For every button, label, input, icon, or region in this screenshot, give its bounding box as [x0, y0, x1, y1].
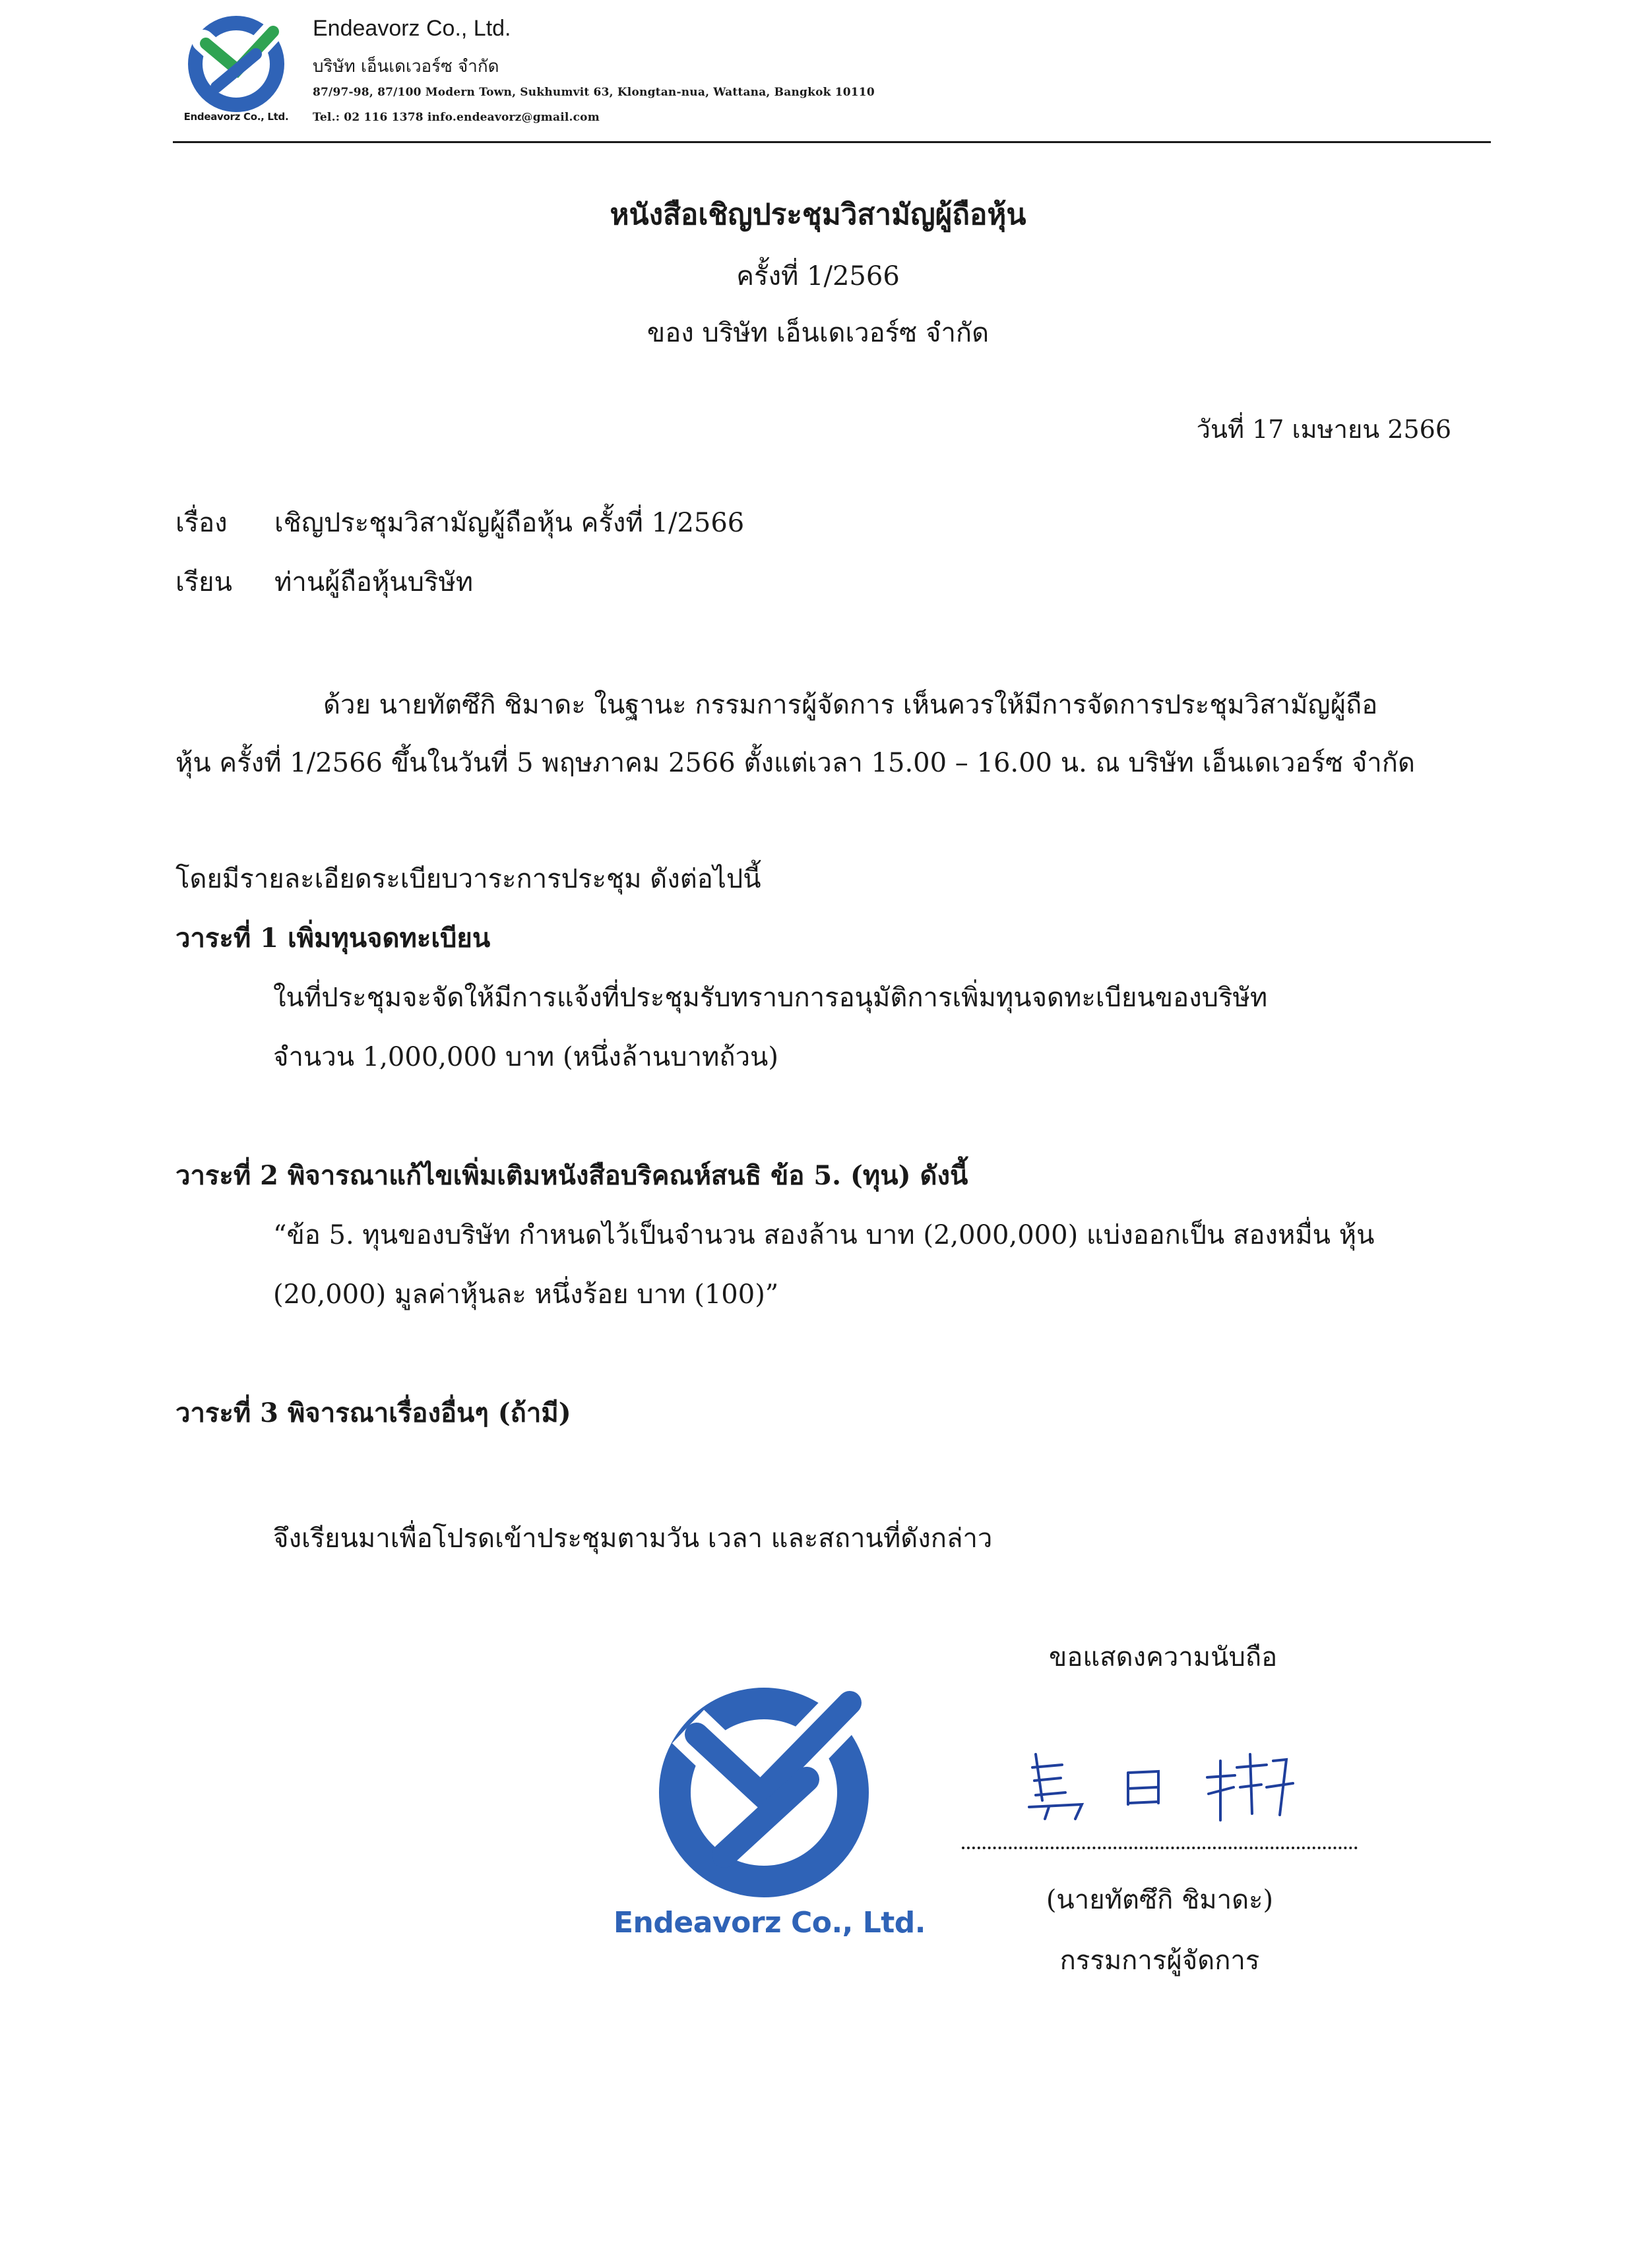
logo-caption: Endeavorz Co., Ltd. — [183, 111, 289, 123]
letterhead-divider — [173, 141, 1491, 143]
subject-value: เชิญประชุมวิสามัญผู้ถือหุ้น ครั้งที่ 1/2566 — [274, 508, 745, 538]
signer-title: กรรมการผู้จัดการ — [1059, 1946, 1260, 1976]
agenda-1-line-2: จำนวน 1,000,000 บาท (หนึ่งล้านบาทถ้วน) — [273, 1042, 778, 1072]
company-logo — [177, 15, 296, 113]
recipient-value: ท่านผู้ถือหุ้นบริษัท — [274, 567, 474, 598]
stamp-caption: Endeavorz Co., Ltd. — [614, 1906, 926, 1940]
document-title: หนังสือเชิญประชุมวิสามัญผู้ถือหุ้น — [610, 198, 1026, 231]
intro-line-1: ด้วย นายทัตซึกิ ชิมาดะ ในฐานะ กรรมการผู้จัดการ เห็นควรให้มีการจัดการประชุมวิสามัญผู้ถือ — [323, 690, 1378, 720]
agenda-3-heading: วาระที่ 3 พิจารณาเรื่องอื่นๆ (ถ้ามี) — [175, 1397, 571, 1428]
company-address: 87/97-98, 87/100 Modern Town, Sukhumvit 63, Klongtan-nua, Wattana, Bangkok 10110 — [313, 86, 875, 99]
agenda-2-line-1: “ข้อ 5. ทุนของบริษัท กำหนดไว้เป็นจำนวน สองล้าน บาท (2,000,000) แบ่งออกเป็น สองหมื่น หุ้น — [273, 1220, 1375, 1250]
recipient-label: เรียน — [175, 567, 232, 598]
meeting-number: ครั้งที่ 1/2566 — [736, 261, 900, 291]
company-name-th: บริษัท เอ็นเดเวอร์ซ จำกัด — [313, 57, 499, 77]
closing-statement: จึงเรียนมาเพื่อโปรดเข้าประชุมตามวัน เวลา และสถานที่ดังกล่าว — [273, 1523, 993, 1554]
company-name-en: Endeavorz Co., Ltd. — [313, 16, 511, 41]
signature-line — [962, 1847, 1358, 1849]
company-line: ของ บริษัท เอ็นเดเวอร์ซ จำกัด — [646, 318, 990, 348]
signature — [1003, 1741, 1319, 1827]
agenda-1-line-1: ในที่ประชุมจะจัดให้มีการแจ้งที่ประชุมรับทราบการอนุมัติการเพิ่มทุนจดทะเบียนของบริษัท — [273, 983, 1268, 1013]
complimentary-close: ขอแสดงความนับถือ — [1049, 1642, 1278, 1672]
agenda-2-line-2: (20,000) มูลค่าหุ้นละ หนึ่งร้อย บาท (100)” — [273, 1279, 779, 1310]
signer-name: (นายทัตซึกิ ชิมาดะ) — [1046, 1885, 1274, 1915]
agenda-1-heading: วาระที่ 1 เพิ่มทุนจดทะเบียน — [175, 923, 491, 954]
company-stamp — [625, 1680, 902, 1931]
agenda-2-heading: วาระที่ 2 พิจารณาแก้ไขเพิ่มเติมหนังสือบริคณห์สนธิ ข้อ 5. (ทุน) ดังนี้ — [175, 1160, 968, 1191]
subject-label: เรื่อง — [175, 508, 228, 538]
agenda-intro: โดยมีรายละเอียดระเบียบวาระการประชุม ดังต่อไปนี้ — [175, 864, 761, 894]
intro-line-2: หุ้น ครั้งที่ 1/2566 ขึ้นในวันที่ 5 พฤษภาคม 2566 ตั้งแต่เวลา 15.00 – 16.00 น. ณ บริษัท เอ็นเดเวอร์ซ จำกัด — [175, 748, 1415, 778]
company-contact: Tel.: 02 116 1378 info.endeavorz@gmail.com — [313, 111, 600, 124]
document-date: วันที่ 17 เมษายน 2566 — [1196, 415, 1451, 444]
